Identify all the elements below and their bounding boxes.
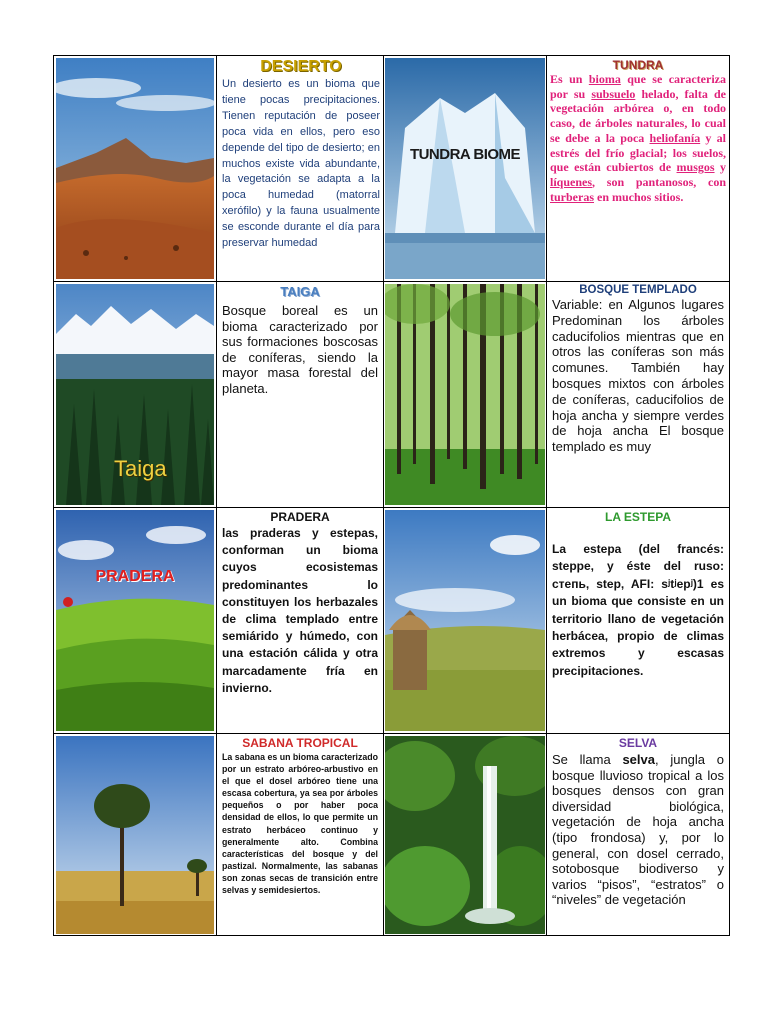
desert-text: Un desierto es un bioma que tiene pocas precipitaciones. Tienen reputación de poseer poca vida en ellos, pero eso depende del tipo de desierto; en muchos existe vida abundante, la vegetación se adapta a la poca humedad (matorral xerófilo) y la fauna usualmente se esconde durante el día para preservar humedad	[222, 78, 380, 250]
savanna-text: La sabana es un bioma caracterizado por un estrato arbóreo-arbustivo en el que el dosel arbóreo tiene una escasa cobertura, ya sea por árboles pequeños o por haber poca densidad de ellos, lo que permite un estrato herbáceo continuo y generalmente alto. Combina características del bosque y del pastizal. Normalmente, las sabanas son zonas secas de transición entre selvas y semidesiertos.	[222, 752, 378, 896]
desert-title: DESIERTO	[260, 58, 342, 75]
forest-text: Variable: en Algunos lugares Predominan los árboles caducifolios mientras que en otros las coníferas son más comunes. También hay bosques mixtos con árboles de coníferas, caducifolios de hoja ancha y siempre verdes de hoja ancha El bosque templado es muy	[552, 297, 724, 455]
jungle-title: SELVA	[618, 736, 658, 750]
tundra-title: TUNDRA	[612, 58, 664, 72]
tundra-text: Es un bioma que se caracteriza por su subsuelo helado, falta de vegetación arbórea o, en todo caso, de árboles naturales, lo cual se debe a la poca heliofanía y al estrés del frío glacial; los suelos, que están cubiertos de musgos y líquenes, son pantanosos, con turberas en muchos sitios.	[550, 72, 726, 204]
forest-title: BOSQUE TEMPLADO	[579, 284, 697, 296]
divider	[54, 733, 729, 734]
divider	[216, 56, 217, 935]
jungle-text: Se llama selva, jungla o bosque lluvioso tropical a los bosques densos con gran diversidad biológica, vegetación de hoja ancha (tipo frondosa) y, por lo general, con dosel cerrado, sotobosque biodiverso y varios “pisos”, “estratos” o “niveles” de vegetación	[552, 752, 724, 908]
divider	[546, 56, 547, 935]
jungle-cell	[552, 736, 724, 936]
taiga-cell	[222, 284, 378, 506]
divider	[54, 281, 729, 282]
steppe-image	[385, 510, 545, 731]
savanna-image	[56, 736, 214, 934]
divider	[54, 507, 729, 508]
savanna-title: SABANA TROPICAL	[242, 736, 358, 750]
taiga-image-label: Taiga	[114, 456, 167, 481]
taiga-image	[56, 284, 214, 505]
tundra-cell	[550, 58, 726, 280]
prairie-cell	[222, 510, 378, 732]
desert-cell	[222, 58, 380, 280]
steppe-title: LA ESTEPA	[604, 510, 671, 524]
taiga-text: Bosque boreal es un bioma caracterizado por sus formaciones boscosas de coníferas, siendo la mayor masa forestal del planeta.	[222, 303, 378, 396]
prairie-image-label: PRADERA	[95, 568, 175, 585]
prairie-title: PRADERA	[270, 510, 330, 524]
prairie-text: las praderas y estepas, conforman un bioma cuyos ecosistemas predominantes lo constituyen los herbazales de clima templado entre semiárido y húmedo, con una estación cálida y otra marcadamente fría en invierno.	[222, 526, 378, 695]
tundra-image	[385, 58, 545, 279]
taiga-title: TAIGA	[280, 284, 320, 299]
desert-image	[56, 58, 214, 279]
divider	[383, 56, 384, 935]
forest-image	[385, 284, 545, 505]
prairie-image	[56, 510, 214, 731]
biome-grid	[53, 55, 730, 936]
steppe-text: La estepa (del francés: steppe, y éste del ruso: степь, step, AFI: sʲtʲepʲ)1 es un bioma que consiste en un territorio llano de vegetación herbácea, propio de climas extremos y escasas precipitaciones.	[552, 542, 724, 678]
steppe-cell	[552, 510, 724, 732]
jungle-image	[385, 736, 545, 934]
savanna-cell	[222, 736, 378, 936]
tundra-image-label: TUNDRA BIOME	[409, 146, 521, 163]
forest-cell	[552, 284, 724, 506]
